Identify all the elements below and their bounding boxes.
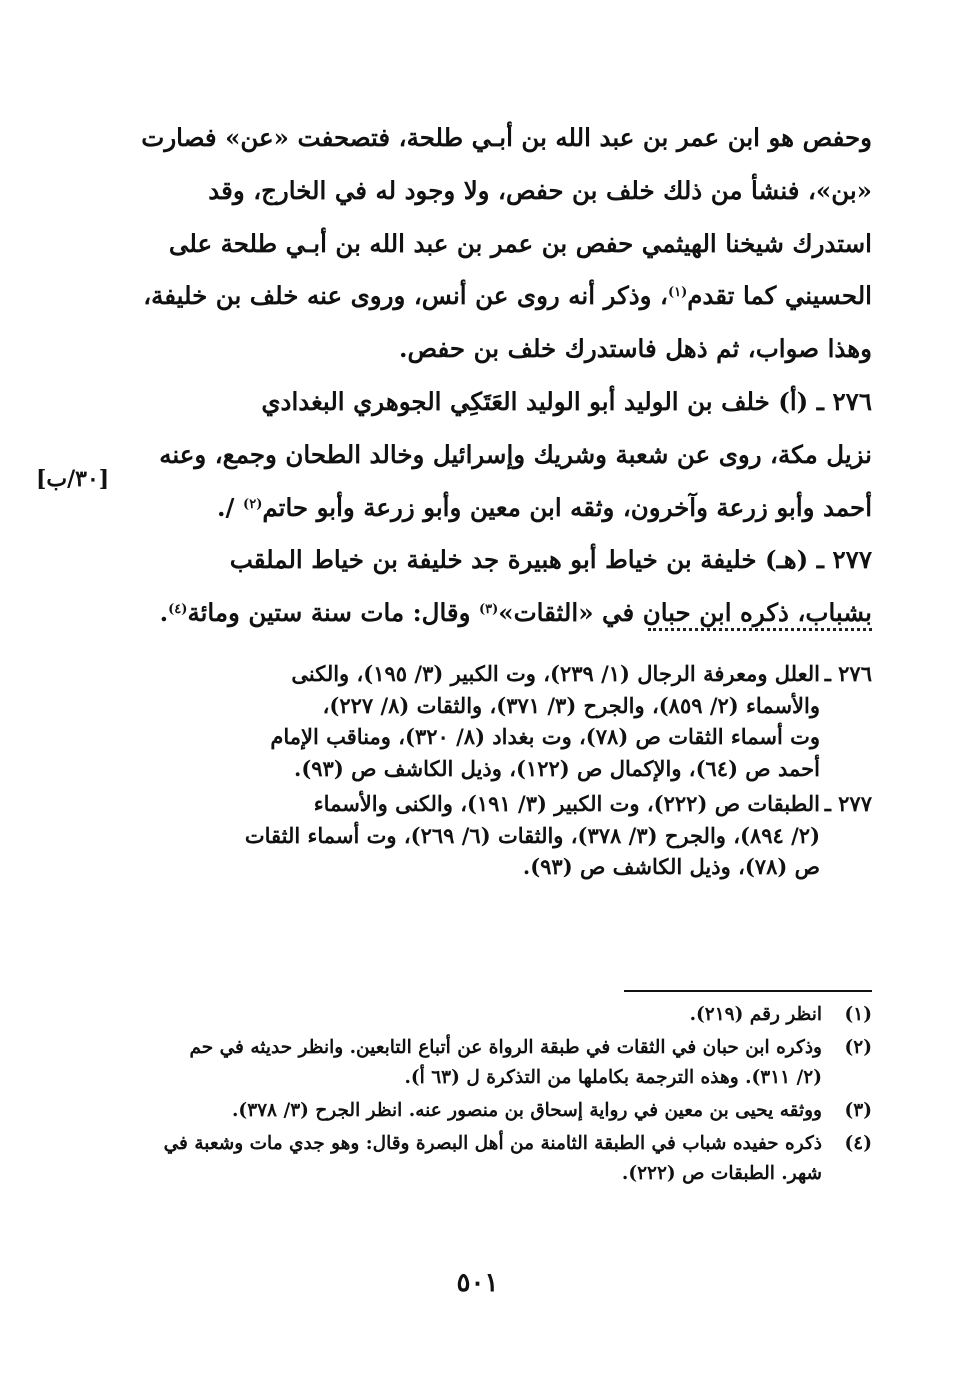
main-text — [120, 112, 872, 640]
footnote-ref-3[interactable]: (٣) — [479, 602, 499, 618]
entry-276-line3 — [120, 482, 872, 535]
para1-line1: وحفص هو ابن عمر بن عبد الله بن أبـي طلحة، فتصحفت «عن» فصارت — [141, 123, 872, 152]
takhrij-line: (٢/ ٨٩٤)، والجرح (٣/ ٣٧٨)، والثقات (٦/ ٢٦٩)، وت أسماء الثقات — [244, 822, 820, 848]
takhrij-line: أحمد ص (٦٤)، والإكمال ص (١٢٢)، وذيل الكاشف ص (٩٣). — [294, 755, 820, 781]
para1-line3: استدرك شيخنا الهيثمي حفص بن عمر بن عبد الله بن أبـي طلحة على — [168, 228, 872, 258]
takhrij-entry-276 — [120, 658, 872, 784]
takhrij-entry-277 — [120, 788, 872, 883]
footnote-2 — [108, 1033, 872, 1093]
footnote-line: ذكره حفيده شباب في الطبقة الثامنة من أهل البصرة وقال: وهو جدي مات وشعبة في — [163, 1133, 822, 1154]
takhrij-number: ٢٧٧ ـ — [824, 791, 872, 816]
takhrij-line: الطبقات ص (٢٢٢)، وت الكبير (٣/ ١٩١)، والكنى والأسماء — [313, 791, 820, 816]
entry-277-line2-mid: وقال: مات سنة ستين ومائة — [187, 598, 479, 628]
entry-277-line2 — [120, 587, 872, 640]
footnote-line: شهر. الطبقات ص (٢٢٢). — [621, 1163, 822, 1184]
takhrij-line: العلل ومعرفة الرجال (١/ ٢٣٩)، وت الكبير (٣/ ١٩٥)، والكنى — [291, 661, 820, 686]
takhrij-section — [120, 658, 872, 883]
entry-276-line2: نزيل مكة، روى عن شعبة وشريك وإسرائيل وخالد الطحان وجمع، وعنه — [159, 439, 872, 469]
manuscript-folio-marker: [٣٠/ب] — [36, 466, 110, 492]
footnote-number: (٤) — [844, 1133, 872, 1154]
footnote-ref-2[interactable]: (٢) — [243, 496, 263, 512]
para1-line4-end: ، وذكر أنه روى عن أنس، وروى عنه خلف بن خليفة، — [143, 281, 668, 311]
footnote-3 — [108, 1096, 872, 1126]
takhrij-line: وت أسماء الثقات ص (٧٨)، وت بغداد (٨/ ٣٢٠)، ومناقب الإمام — [270, 724, 820, 749]
footnote-line: ووثقه يحيى بن معين في رواية إسحاق بن منصور عنه. انظر الجرح (٣/ ٣٧٨). — [231, 1100, 822, 1121]
page-number: ٥٠١ — [456, 1268, 499, 1298]
dotted-separator — [648, 628, 872, 631]
footnotes — [108, 1000, 872, 1189]
footnote-ref-4[interactable]: (٤) — [168, 602, 188, 618]
entry-276-line3-end: /. — [217, 492, 244, 522]
footnote-1 — [108, 1000, 872, 1030]
footnote-line: (٢/ ٣١١). وهذه الترجمة بكاملها من التذكرة ل (٦٣ أ). — [404, 1067, 822, 1088]
entry-276-line1: ٢٧٦ ـ (أ) خلف بن الوليد أبو الوليد العَتَكِي الجوهري البغدادي — [261, 386, 872, 416]
entry-277-line1: ٢٧٧ ـ (هـ) خليفة بن خياط أبو هبيرة جد خليفة بن خياط الملقب — [229, 545, 872, 575]
entry-277-line2-end: . — [159, 598, 169, 628]
footnote-ref-1[interactable]: (١) — [667, 285, 688, 301]
entry-277-line2-start: بشباب، ذكره ابن حبان في «الثقات» — [498, 598, 872, 628]
footnote-number: (١) — [844, 1004, 872, 1025]
para1-line2: «بن»، فنشأ من ذلك خلف بن حفص، ولا وجود له في الخارج، وقد — [208, 175, 872, 205]
footnote-rule — [624, 990, 872, 992]
footnote-4 — [108, 1129, 872, 1189]
takhrij-line: ص (٧٨)، وذيل الكاشف ص (٩٣). — [522, 854, 820, 879]
para1-line4-start: الحسيني كما تقدم — [687, 281, 872, 311]
entry-276-line3-start: أحمد وأبو زرعة وآخرون، وثقه ابن معين وأبو زرعة وأبو حاتم — [262, 492, 872, 522]
footnote-number: (٣) — [844, 1100, 872, 1121]
takhrij-line: والأسماء (٢/ ٨٥٩)، والجرح (٣/ ٣٧١)، والثقات (٨/ ٢٢٧)، — [322, 692, 820, 718]
para1-line5: وهذا صواب، ثم ذهل فاستدرك خلف بن حفص. — [398, 334, 872, 364]
takhrij-number: ٢٧٦ ـ — [824, 661, 872, 686]
para1-line4 — [120, 270, 872, 323]
footnote-number: (٢) — [844, 1037, 872, 1058]
footnote-line: وذكره ابن حبان في الثقات في طبقة الرواة عن أتباع التابعين. وانظر حديثه في حم — [189, 1037, 822, 1058]
footnote-line: انظر رقم (٢١٩). — [689, 1004, 822, 1025]
